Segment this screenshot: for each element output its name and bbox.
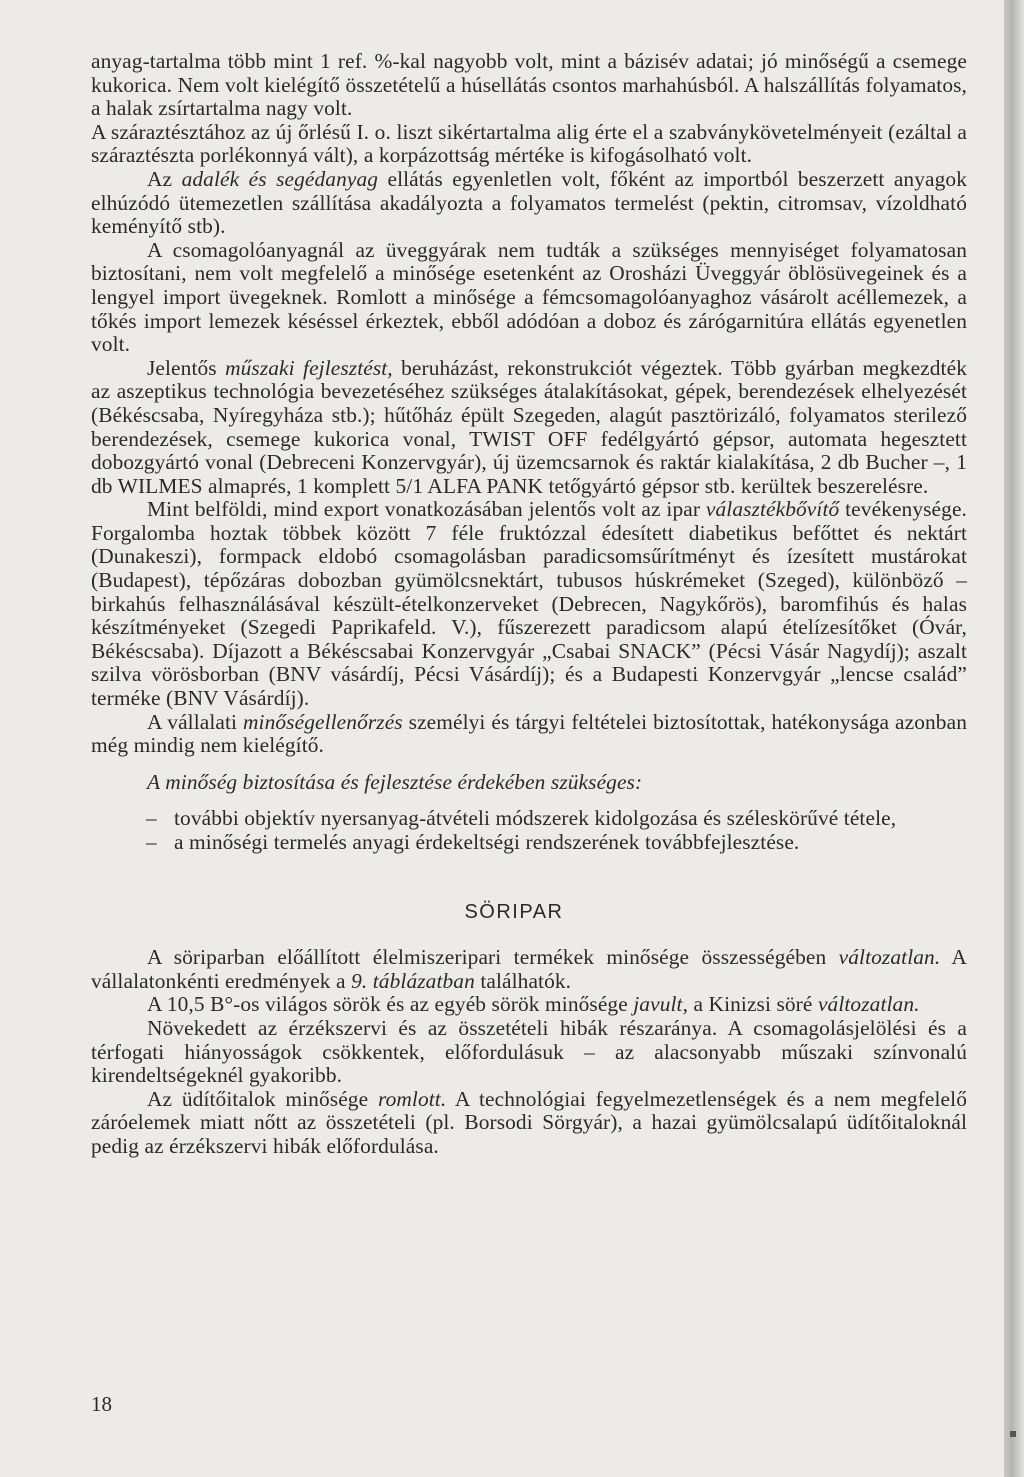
text-run: Jelentős bbox=[147, 355, 226, 380]
paragraph bbox=[91, 946, 967, 993]
paragraph bbox=[91, 239, 967, 357]
text-run: A csomagolóanyagnál az üveggyárak nem tudták a szükséges mennyiséget folyamatosan biztosítani, nem volt megfelelő a minősége esetenként az Orosházi Üveggyár öblösüvegeinek és a lengyel import üvegeknek. Romlott a minősége a fémcsomagolóanyaghoz vásárolt acéllemezek, a tőkés import lemezek késéssel érkeztek, ebből adódóan a doboz és zárógarnitúra ellátás egyenetlen volt. bbox=[91, 237, 967, 357]
paragraph bbox=[91, 711, 967, 758]
text-run: találhatók. bbox=[474, 968, 572, 993]
text-run: személyi és tárgyi feltételei biztosítottak, hatékonysága azonban még mindig nem kielégítő. bbox=[91, 709, 967, 758]
dash-bullet: – bbox=[146, 806, 157, 831]
emphasis-text: minőségellenőrzés bbox=[243, 709, 403, 734]
list-lead: A minőség biztosítása és fejlesztése érdekében szükséges: bbox=[147, 769, 643, 794]
emphasis-text: műszaki fejlesztést, bbox=[225, 355, 393, 380]
paragraph bbox=[91, 50, 967, 121]
text-run: A vállalatonkénti eredmények a bbox=[91, 945, 967, 993]
text-run: a Kinizsi söré bbox=[688, 992, 818, 1017]
paragraph bbox=[91, 121, 967, 168]
text-run: beruházást, rekonstrukciót végeztek. Több gyárban megkezdték az aszeptikus technológia bevezetéséhez szükséges átalakításokat, gépek, berendezések elhelyezését (Békéscsaba, Nyíregyháza stb.); hűtőház épült Szegeden, alagút pasztörizáló, folyamatos sterilező berendezések, csemege kukorica vonal, TWIST OFF fedélgyártó gépsor, automata hegesztett dobozgyártó vonal (Debreceni Konzervgyár), új üzemcsarnok és raktár kialakítása, 2 db Bucher –, 1 db WILMES almaprés, 1 komplett 5/1 ALFA PANK tetőgyártó gépsor stb. kerültek beszerelésre. bbox=[91, 355, 967, 498]
dash-bullet: – bbox=[146, 830, 157, 854]
emphasis-text: 9. táblázatban bbox=[351, 968, 475, 993]
text-run: A söriparban előállított élelmiszeripari termékek minősége összességében bbox=[147, 945, 839, 970]
body-text-top bbox=[91, 50, 967, 758]
text-run: Növekedett az érzékszervi és az összetételi hibák részaránya. A csomagolásjelölési és a térfogati hiányosságok csökkentek, előfordulásuk – az alacsonyabb műszaki színvonalú kirendeltségeknél gyakoribb. bbox=[91, 1015, 967, 1088]
list-item bbox=[91, 807, 967, 831]
list-item bbox=[91, 831, 967, 855]
requirements-list bbox=[91, 807, 967, 854]
page-content bbox=[91, 50, 967, 1159]
section-heading: SÖRIPAR bbox=[464, 900, 564, 923]
text-run: ellátás egyenletlen volt, főként az importból beszerzett anyagok elhúzódó ütemezetlen szállítása akadályozta a folyamatos termelést (pektin, citromsav, vízoldható keményítő stb). bbox=[91, 166, 968, 239]
emphasis-text: javult, bbox=[633, 992, 689, 1017]
list-item-text: a minőségi termelés anyagi érdekeltségi rendszerének továbbfejlesztése. bbox=[174, 830, 800, 854]
text-run: Az bbox=[147, 166, 182, 191]
paragraph bbox=[91, 168, 967, 239]
scan-mark bbox=[1010, 1431, 1016, 1437]
paragraph bbox=[91, 498, 967, 710]
text-run: A száraztésztához az új őrlésű I. o. liszt sikértartalma alig érte el a szabványkövetelményeit (ezáltal a száraztészta porlékonnyá vált), a korpázottság mértéke is kifogásolható volt. bbox=[91, 119, 967, 168]
text-run: anyag-tartalma több mint 1 ref. %-kal nagyobb volt, mint a bázisév adatai; jó minőségű a csemege kukorica. Nem volt kielégítő összetételű a húsellátás csontos marhahúsból. A halszállítás folyamatos, a halak zsírtartalma nagy volt. bbox=[91, 49, 967, 121]
text-run: Mint belföldi, mind export vonatkozásában jelentős volt az ipar bbox=[147, 497, 706, 522]
body-text-bottom bbox=[91, 946, 967, 1158]
emphasis-text: választékbővítő bbox=[705, 497, 840, 522]
text-run: tevékenysége. Forgalomba hoztak többek között 7 féle fruktózzal édesített diabetikus befőttet és nektárt (Dunakeszi), formpack eldobó csomagolásban paradicsomsűrítményt és ízesített mustárokat (Budapest), tépőzáras dobozban gyümölcsnektárt, tubusos húskrémeket (Szeged), különböző – birkahús felhasználásával készült-ételkonzerveket (Debrecen, Nagykőrös), baromfihús és halas készítményeket (Szegedi Paprikafeld. V.), fűszerezett paradicsom alapú ételízesítőket (Óvár, Békéscsaba). Díjazott a Békéscsabai Konzervgyár „Csabai SNACK” (Pécsi Vásár Nagydíj); aszalt szilva vörösborban (BNV vásárdíj, Pécsi Vásárdíj); és a Budapesti Konzervgyár „lencse család” terméke (BNV Vásárdíj). bbox=[91, 497, 967, 711]
page-number: 18 bbox=[91, 1392, 112, 1416]
paragraph bbox=[91, 1017, 967, 1088]
text-run: Az üdítőitalok minősége bbox=[147, 1086, 378, 1111]
emphasis-text: adalék és segédanyag bbox=[181, 166, 379, 191]
paragraph bbox=[91, 1088, 967, 1159]
text-run: A vállalati bbox=[147, 709, 243, 734]
paragraph bbox=[91, 993, 967, 1017]
text-run: A 10,5 B°-os világos sörök és az egyéb sörök minősége bbox=[147, 992, 634, 1017]
emphasis-text: változatlan. bbox=[817, 992, 920, 1017]
list-item-text: további objektív nyersanyag-átvételi módszerek kidolgozása és széleskörűvé tétele, bbox=[174, 806, 897, 831]
text-run: A technológiai fegyelmezetlenségek és a nem megfelelő záróelemek miatt nőtt az összetételi (pl. Borsodi Sörgyár), a hazai gyümölcsalapú üdítőitaloknál pedig az érzékszervi hibák előfordulása. bbox=[91, 1086, 967, 1158]
emphasis-text: változatlan. bbox=[838, 945, 941, 970]
scan-edge bbox=[1004, 0, 1024, 1477]
paragraph bbox=[91, 357, 967, 499]
emphasis-text: romlott. bbox=[377, 1086, 447, 1111]
